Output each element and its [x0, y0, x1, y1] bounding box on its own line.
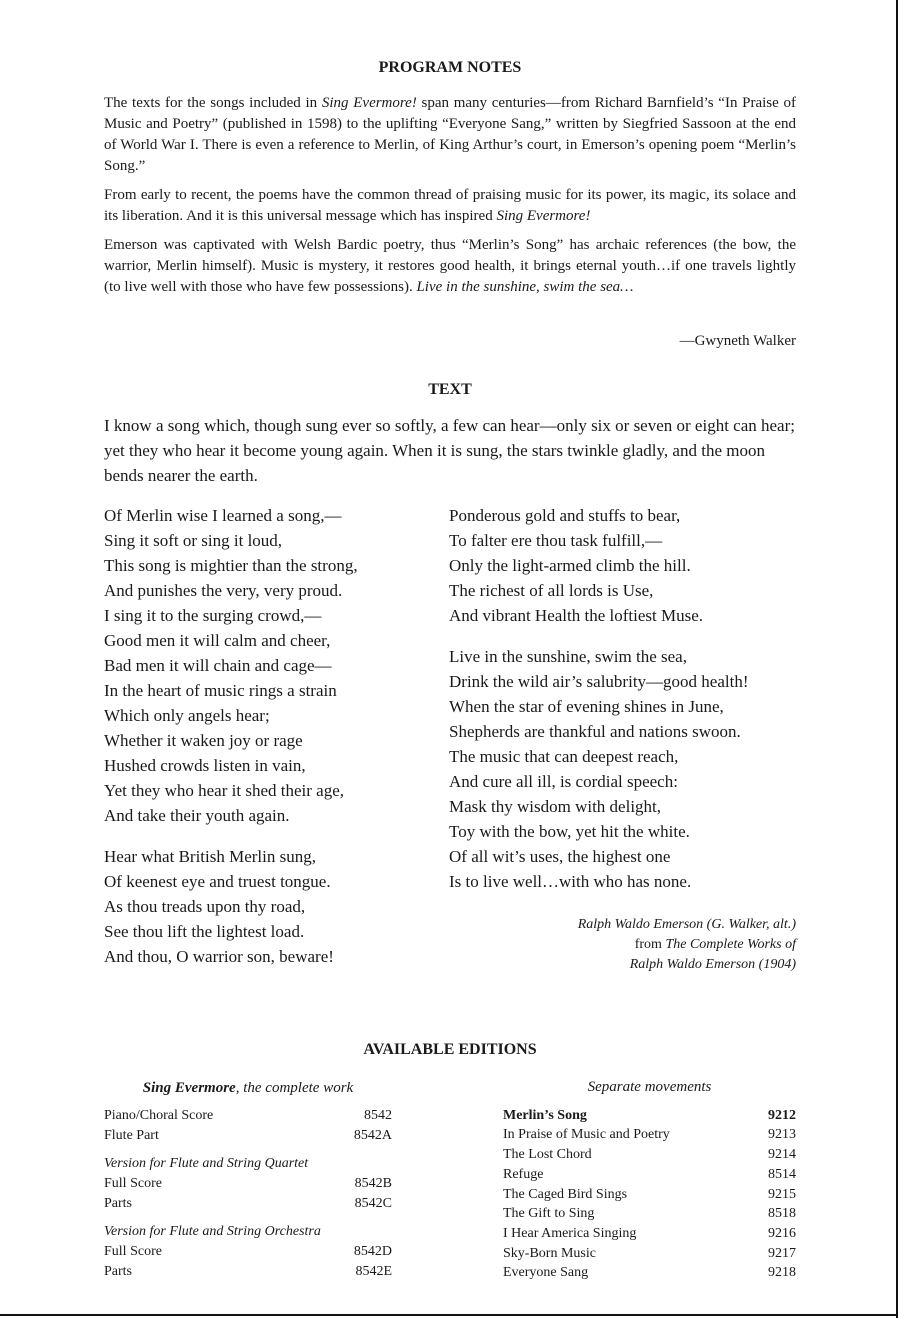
- edition-code: 9218: [768, 1265, 796, 1281]
- poem-line: Drink the wild air’s salubrity—good health!: [449, 672, 749, 691]
- poem-line: Whether it waken joy or rage: [104, 731, 303, 750]
- poem-line: Hushed crowds listen in vain,: [104, 756, 306, 775]
- edition-label: Piano/Choral Score: [104, 1108, 214, 1123]
- page-border-right: [896, 0, 898, 1318]
- edition-label: Flute Part: [104, 1128, 159, 1143]
- poem-line: Ponderous gold and stuffs to bear,: [449, 506, 681, 525]
- edition-row: [104, 1126, 392, 1146]
- edition-code: 9212: [768, 1107, 796, 1123]
- poem-line: In the heart of music rings a strain: [104, 681, 337, 700]
- edition-code: 9214: [768, 1147, 796, 1163]
- separate-movements-heading: Separate movements: [587, 1079, 712, 1095]
- edition-code: 8542C: [354, 1196, 392, 1211]
- edition-code: 8542: [364, 1108, 392, 1123]
- edition-code: 8542E: [355, 1264, 392, 1279]
- complete-work-heading: Sing Evermore, the complete work: [142, 1080, 354, 1096]
- poem-line: Of Merlin wise I learned a song,—: [104, 506, 342, 525]
- edition-label: Full Score: [104, 1244, 162, 1259]
- edition-row: [503, 1125, 796, 1145]
- poem-line: And thou, O warrior son, beware!: [104, 947, 334, 966]
- edition-row: [503, 1145, 796, 1165]
- editions-separate: [503, 1078, 796, 1283]
- poem-line: See thou lift the lightest load.: [104, 922, 305, 941]
- poem-line: Toy with the bow, yet hit the white.: [449, 822, 690, 841]
- poem-line: This song is mightier than the strong,: [104, 556, 358, 575]
- credit-source: from The Complete Works of: [634, 937, 796, 952]
- poem-line: Sing it soft or sing it loud,: [104, 531, 283, 550]
- editions-complete: [104, 1078, 392, 1282]
- edition-label: I Hear America Singing: [503, 1225, 637, 1241]
- poem-line: Shepherds are thankful and nations swoon.: [449, 722, 741, 741]
- edition-row: [503, 1244, 796, 1264]
- poem-line: When the star of evening shines in June,: [449, 697, 724, 716]
- edition-label: Refuge: [503, 1166, 544, 1182]
- edition-code: 9213: [768, 1127, 796, 1143]
- notes-paragraph-1: The texts for the songs included in Sing Evermore! span many centuries—from Richard Barnfield’s “In Praise of Music and Poetry” (published in 1598) to the uplifting “Everyone Sang,” written by Siegfried Sassoon at the end of World War I. There is even a reference to Merlin, of King Arthur’s court, in Emerson’s opening poem “Merlin’s Song.”: [104, 95, 796, 174]
- program-notes-title: PROGRAM NOTES: [378, 59, 522, 76]
- page-border-bottom: [0, 1314, 898, 1316]
- edition-label: Sky-Born Music: [503, 1245, 596, 1261]
- orchestra-heading: Version for Flute and String Orchestra: [104, 1224, 321, 1239]
- edition-code: 8518: [768, 1206, 796, 1222]
- quartet-heading: Version for Flute and String Quartet: [104, 1156, 309, 1171]
- poem-line: The richest of all lords is Use,: [449, 581, 654, 600]
- poem-line: As thou treads upon thy road,: [104, 897, 306, 916]
- notes-signature: —Gwyneth Walker: [679, 333, 796, 349]
- edition-row: [503, 1165, 796, 1185]
- orchestra-items: [104, 1242, 392, 1282]
- stanza: [104, 844, 434, 969]
- poem-line: Of keenest eye and truest tongue.: [104, 872, 331, 891]
- poem-line: Good men it will calm and cheer,: [104, 631, 331, 650]
- edition-label: Full Score: [104, 1176, 162, 1191]
- poem-line: Which only angels hear;: [104, 706, 270, 725]
- edition-code: 9215: [768, 1186, 796, 1202]
- notes-paragraph-3: Emerson was captivated with Welsh Bardic poetry, thus “Merlin’s Song” has archaic references (the bow, the warrior, Merlin himself). Music is mystery, it restores good health, it brings eternal youth…if one travels lightly (to live well with those who have few possessions). Live in the sunshine, swim the sea…: [104, 237, 796, 295]
- edition-label: Everyone Sang: [503, 1265, 589, 1281]
- poem-line: And take their youth again.: [104, 806, 290, 825]
- edition-label: Merlin’s Song: [503, 1107, 587, 1123]
- poem-line: And vibrant Health the loftiest Muse.: [449, 606, 704, 625]
- edition-row: [503, 1185, 796, 1205]
- edition-code: 8542D: [353, 1244, 392, 1259]
- edition-row: [104, 1194, 392, 1214]
- poem-credit: [449, 915, 796, 975]
- edition-label: In Praise of Music and Poetry: [503, 1127, 670, 1143]
- poem-line: I sing it to the surging crowd,—: [104, 606, 322, 625]
- text-intro: I know a song which, though sung ever so softly, a few can hear—only six or seven or eight can hear; yet they who hear it become young again. When it is sung, the stars twinkle gladly, and the moon bends nearer the earth.: [104, 416, 795, 485]
- edition-label: The Lost Chord: [503, 1147, 592, 1163]
- stanza: [104, 503, 434, 828]
- credit-author: Ralph Waldo Emerson (G. Walker, alt.): [577, 917, 796, 932]
- edition-label: The Caged Bird Sings: [503, 1186, 628, 1202]
- edition-label: The Gift to Sing: [503, 1206, 595, 1222]
- edition-code: 9217: [768, 1245, 796, 1261]
- stanza: [449, 503, 799, 628]
- edition-label: Parts: [104, 1196, 132, 1211]
- edition-row: [503, 1263, 796, 1283]
- poem-line: Live in the sunshine, swim the sea,: [449, 647, 687, 666]
- edition-code: 8514: [768, 1166, 796, 1182]
- poem-line: Only the light-armed climb the hill.: [449, 556, 691, 575]
- program-notes-body: [104, 93, 796, 306]
- edition-row: [503, 1106, 796, 1126]
- poem-line: Bad men it will chain and cage—: [104, 656, 332, 675]
- edition-row: [104, 1106, 392, 1126]
- notes-paragraph-2: From early to recent, the poems have the common thread of praising music for its power, its magic, its solace and its liberation. And it is this universal message which has inspired Sing Evermore!: [104, 187, 796, 224]
- poem-line: The music that can deepest reach,: [449, 747, 679, 766]
- quartet-items: [104, 1174, 392, 1214]
- edition-row: [104, 1262, 392, 1282]
- edition-code: 9216: [768, 1225, 796, 1241]
- editions-title: AVAILABLE EDITIONS: [363, 1041, 537, 1058]
- complete-items: [104, 1106, 392, 1146]
- poem-line: To falter ere thou task fulfill,—: [449, 531, 663, 550]
- poem-line: Hear what British Merlin sung,: [104, 847, 316, 866]
- poem-line: Is to live well…with who has none.: [449, 872, 692, 891]
- poem-line: And cure all ill, is cordial speech:: [449, 772, 678, 791]
- poem-line: Yet they who hear it shed their age,: [104, 781, 344, 800]
- poem-line: Of all wit’s uses, the highest one: [449, 847, 671, 866]
- poem-left-column: [104, 503, 434, 985]
- edition-row: [104, 1174, 392, 1194]
- poem-line: Mask thy wisdom with delight,: [449, 797, 662, 816]
- poem-right-column: [449, 503, 799, 910]
- credit-source-title: Ralph Waldo Emerson (1904): [629, 957, 796, 972]
- poem-line: And punishes the very, very proud.: [104, 581, 343, 600]
- edition-code: 8542B: [354, 1176, 392, 1191]
- edition-row: [503, 1204, 796, 1224]
- edition-label: Parts: [104, 1264, 132, 1279]
- stanza: [449, 644, 799, 894]
- text-section-title: TEXT: [428, 381, 472, 398]
- edition-row: [503, 1224, 796, 1244]
- separate-items: [503, 1106, 796, 1283]
- edition-row: [104, 1242, 392, 1262]
- edition-code: 8542A: [353, 1128, 392, 1143]
